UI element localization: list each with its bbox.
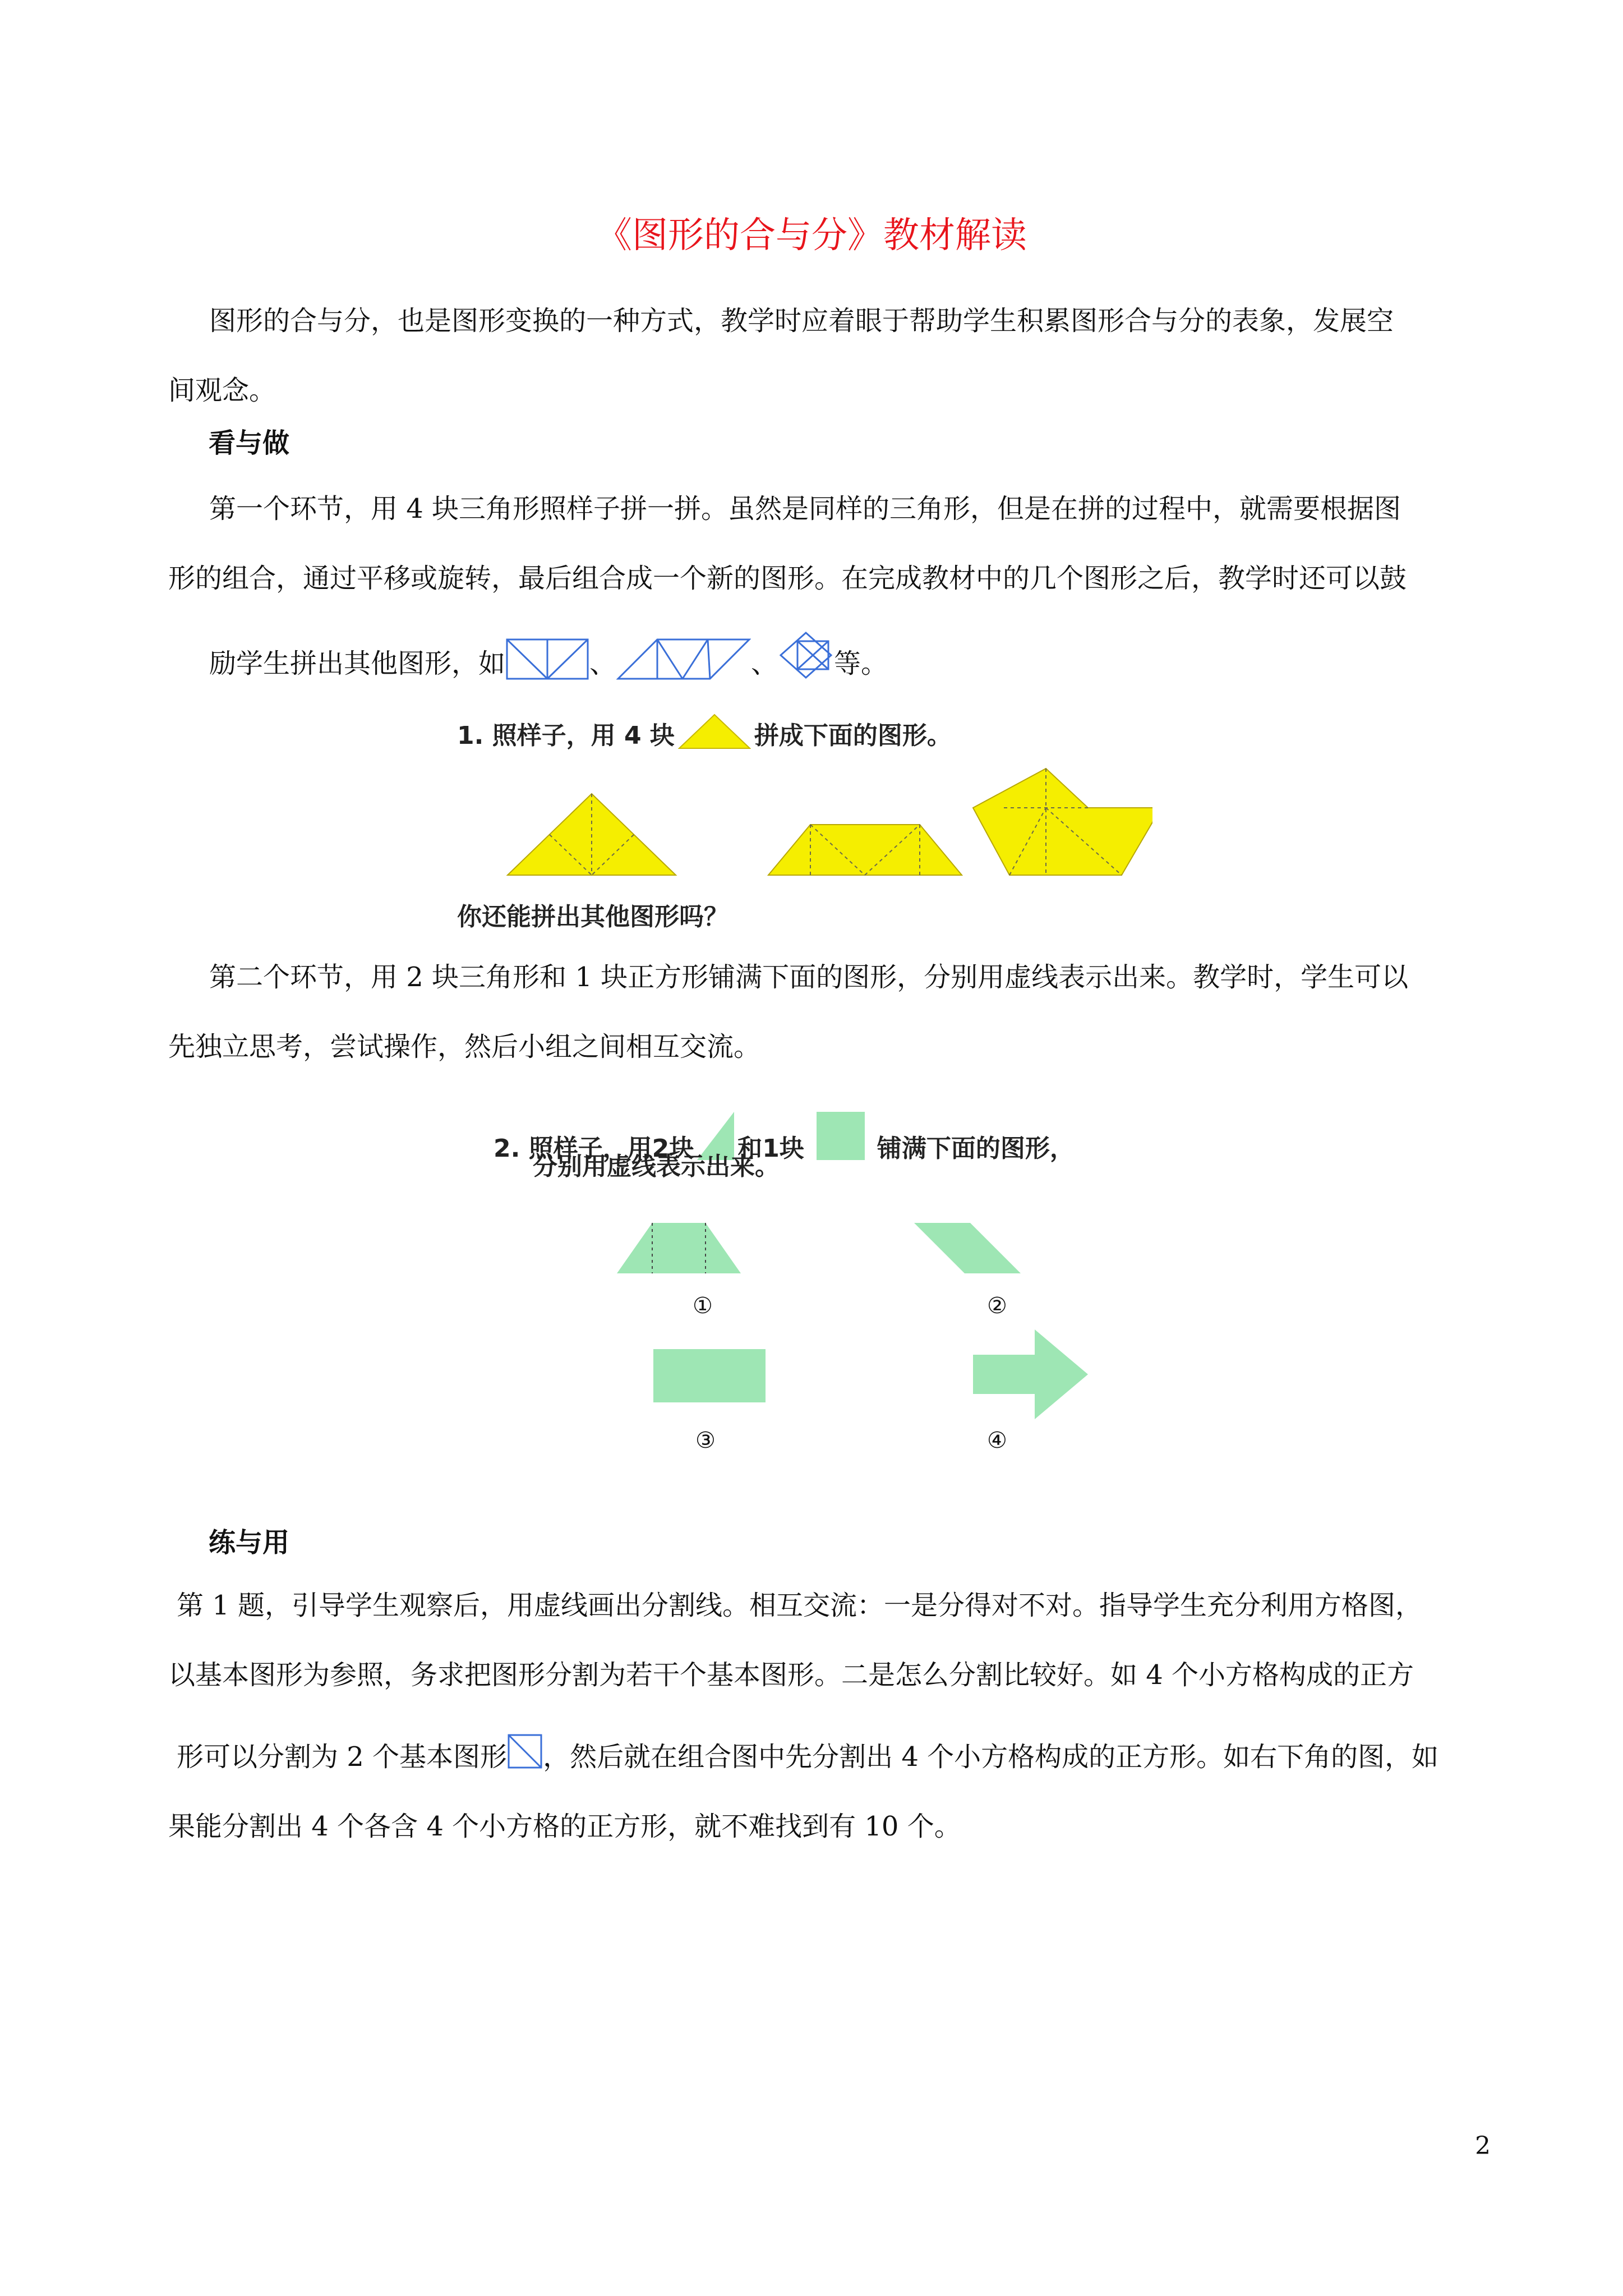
shape-3-rectangle — [653, 1349, 766, 1402]
figure-1-triangle-puzzle — [457, 696, 1152, 937]
s1p1-line-1: 第一个环节，用 4 块三角形照样子拼一拼。虽然是同样的三角形，但是在拼的过程中，就需要根据图 — [209, 493, 1401, 524]
section-heading-practice-and-use: 练与用 — [209, 1527, 290, 1558]
s2p1-line-2: 以基本图形为参照，务求把图形分割为若干个基本图形。二是怎么分割比较好。如 4 个小方格构成的正方 — [168, 1659, 1414, 1691]
trapezoid-shape — [768, 825, 962, 875]
s2p1-line-3-start: 形可以分割为 2 个基本图形 — [177, 1741, 508, 1773]
shape-3-label: ③ — [695, 1428, 716, 1453]
big-triangle-shape — [508, 794, 676, 875]
figure-2-shapes — [494, 1200, 1223, 1481]
section-heading-look-and-do: 看与做 — [209, 427, 290, 459]
section1-paragraph-1 — [168, 474, 1497, 698]
figure-1-instruction-b: 拼成下面的图形。 — [754, 721, 952, 750]
page-title: 《图形的合与分》教材解读 — [596, 215, 1027, 256]
s1p2-line-1: 第二个环节，用 2 块三角形和 1 块正方形铺满下面的图形，分别用虚线表示出来。教学时，学生可以 — [209, 961, 1409, 993]
s2p1-line-1: 第 1 题，引导学生观察后，用虚线画出分割线。相互交流：一是分得对不对。指导学生充分利用方格图， — [177, 1590, 1423, 1621]
rectangle-of-triangles-figure — [505, 638, 589, 680]
figure-2-instruction-line-2: 分别用虚线表示出来。 — [533, 1152, 780, 1181]
s1p1-line-2: 形的组合，通过平移或旋转，最后组合成一个新的图形。在完成教材中的几个图形之后，教学时还可以鼓 — [168, 563, 1407, 594]
figure-1-instruction-a: 1. 照样子，用 4 块 — [457, 721, 675, 750]
intro-line-1: 图形的合与分，也是图形变换的一种方式，教学时应着眼于帮助学生积累图形合与分的表象，发展空 — [209, 305, 1394, 337]
diamond-square-figure — [778, 630, 834, 680]
s2p1-line-4: 果能分割出 4 个各含 4 个小方格的正方形，就不难找到有 10 个。 — [168, 1811, 961, 1842]
s1p1-separator-2: 、 — [751, 648, 778, 679]
section1-paragraph-2 — [168, 942, 1497, 1082]
intro-paragraph — [168, 286, 1497, 425]
figure-2-instruction-b: 和1块 — [737, 1134, 804, 1163]
intro-line-2: 间观念。 — [168, 375, 276, 406]
figure-1-instruction — [457, 712, 952, 753]
figure-2-instruction-a: 2. 照样子，用2块 — [494, 1134, 694, 1163]
figure-1-shapes — [457, 763, 1152, 886]
zigzag-triangles-figure — [616, 638, 751, 680]
s1p1-line-3-start: 励学生拼出其他图形，如 — [209, 648, 506, 679]
shape-4-arrow — [973, 1329, 1088, 1419]
section2-paragraph-1 — [168, 1571, 1497, 1861]
s1p2-line-2: 先独立思考，尝试操作，然后小组之间相互交流。 — [168, 1031, 761, 1062]
square-diagonal-figure — [507, 1733, 543, 1769]
figure-2-tiling — [494, 1099, 1223, 1492]
shape-1-trapezoid — [617, 1223, 741, 1273]
figure-1-question: 你还能拼出其他图形吗？ — [457, 903, 728, 931]
shape-2-parallelogram — [914, 1223, 1021, 1273]
shape-2-label: ② — [987, 1293, 1007, 1319]
yellow-triangle-icon — [678, 712, 751, 749]
page-number: 2 — [1475, 2132, 1491, 2160]
figure-2-instruction-c: 铺满下面的图形， — [877, 1134, 1075, 1163]
green-square-icon — [815, 1111, 866, 1161]
s1p1-separator-1: 、 — [589, 648, 617, 679]
s2p1-line-3-end: ，然后就在组合图中先分割出 4 个小方格构成的正方形。如右下角的图，如 — [543, 1741, 1439, 1773]
s1p1-line-3-end: 等。 — [834, 648, 888, 679]
shape-4-label: ④ — [987, 1428, 1007, 1453]
shape-1-label: ① — [693, 1293, 713, 1319]
boat-shape — [973, 769, 1152, 875]
